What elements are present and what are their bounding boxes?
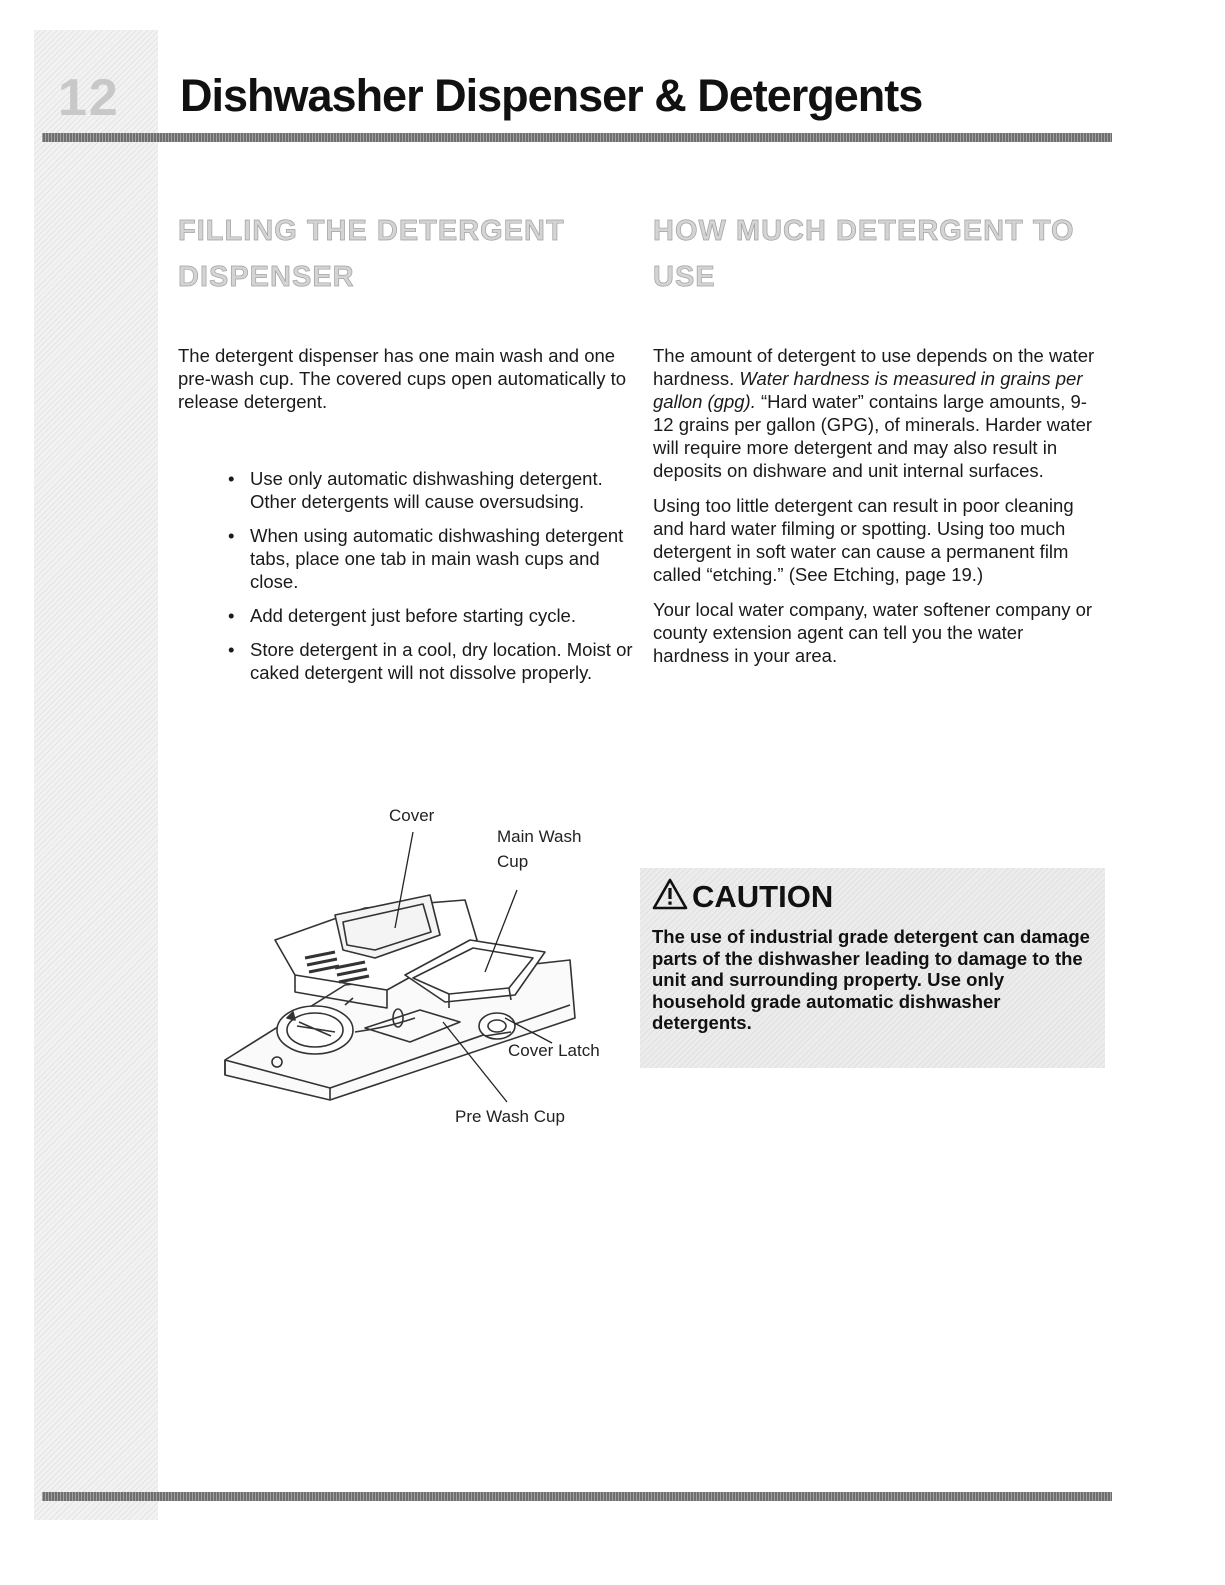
caution-text: The use of industrial grade detergent can damage parts of the dishwasher leading to damage to the unit and surrounding property. Use only household grade automatic dishwasher detergents. [652,926,1090,1033]
bullet-text: Store detergent in a cool, dry location. Moist or caked detergent will not dissolve properly. [250,639,633,683]
hardness-italic-text: Water hardness is measured in grains per gallon (gpg). [653,368,1083,412]
dispenser-illustration [215,800,635,1140]
hardness-text-b: “Hard water” contains large amounts, 9-12 grains per gallon (GPG), of minerals. Harder water will require more detergent and may also result in deposits on dishware and unit internal surfaces. [653,391,1093,481]
left-column [178,208,648,695]
bullet-text: Add detergent just before starting cycle. [250,605,576,626]
page-title: Dishwasher Dispenser & Detergents [180,70,923,121]
bullet-icon: • [228,605,235,626]
section-heading-how-much: HOW MUCH DETERGENT TO USE [653,215,1075,293]
warning-triangle-icon [652,878,688,915]
label-main-wash: Main Wash [497,827,582,846]
caution-box [640,868,1105,1068]
amount-paragraph: Using too little detergent can result in poor cleaning and hard water filming or spotting. Using too much detergent in soft water can cause a permanent film called “etching.” (See Etching, page 19.) [653,495,1074,585]
sidebar-texture [34,30,158,1520]
bullet-icon: • [228,639,235,660]
list-item [228,604,648,627]
label-pre-wash-cup: Pre Wash Cup [455,1107,565,1126]
intro-paragraph: The detergent dispenser has one main wash and one pre-wash cup. The covered cups open automatically to release detergent. [178,345,627,412]
bullet-text: Use only automatic dishwashing detergent. Other detergents will cause oversudsing. [250,468,603,512]
bullet-icon: • [228,468,235,489]
section-heading-filling: FILLING THE DETERGENT DISPENSER [178,215,565,293]
page-number: 12 [58,69,120,127]
hardness-paragraph [653,344,1103,482]
footer-rule [42,1492,1112,1501]
water-company-paragraph: Your local water company, water softener company or county extension agent can tell you the water hardness in your area. [653,599,1093,666]
bullet-icon: • [228,525,235,546]
list-item [228,524,648,593]
caution-title: CAUTION [692,878,834,914]
list-item [228,638,648,684]
bullet-text: When using automatic dishwashing detergent tabs, place one tab in main wash cups and close. [250,525,624,592]
list-item [228,467,648,513]
hardness-text-a: The amount of detergent to use depends on the water hardness. [653,345,1095,389]
caution-header [652,878,833,915]
label-cover-latch: Cover Latch [508,1041,600,1060]
header-rule [42,133,1112,142]
bullet-list [178,467,648,684]
label-main-wash-cup: Cup [497,852,529,871]
label-cover: Cover [389,806,435,825]
dispenser-diagram [215,800,635,1140]
right-column [653,208,1103,667]
